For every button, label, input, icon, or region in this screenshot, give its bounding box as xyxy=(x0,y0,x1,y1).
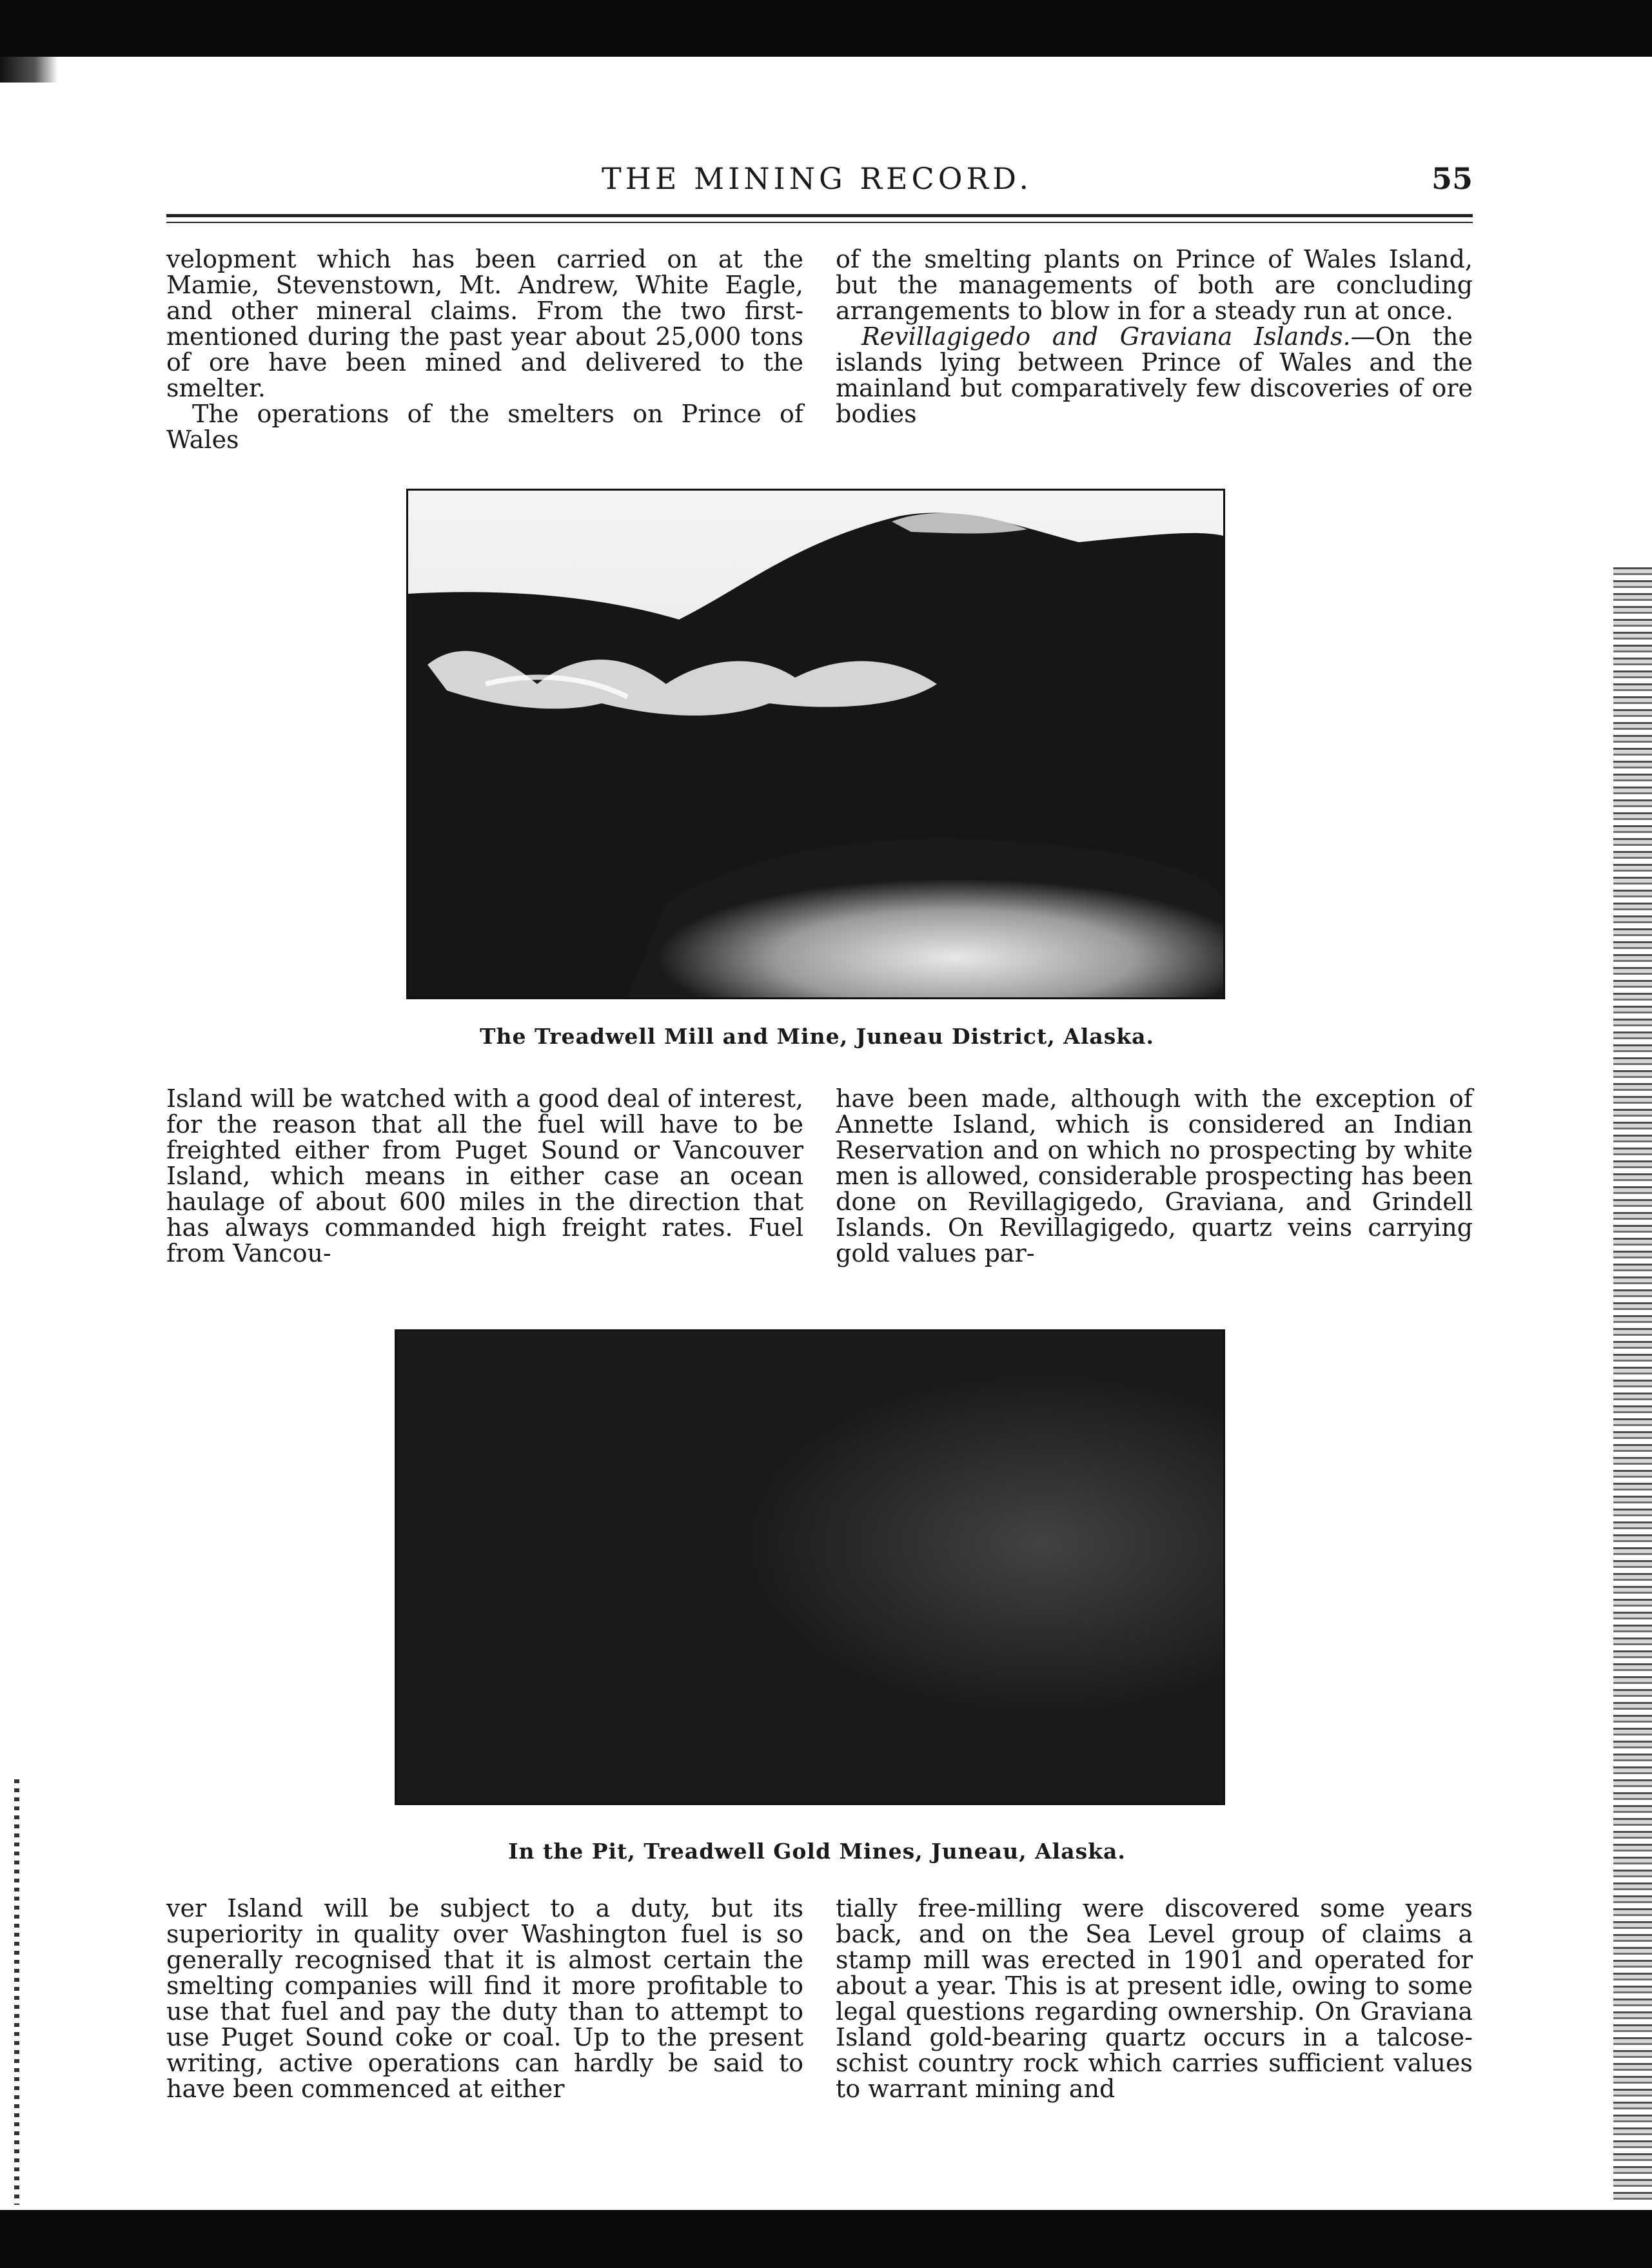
block2-right-paragraph: have been made, although with the exception of Annette Island, which is considered an Indian Reservation and on which no prospecting by white men is allowed, considerable prospecting has been done on Revillagigedo, Graviana, and Grindell Islands. On Revillagigedo, quartz veins carrying gold values par- xyxy=(836,1084,1473,1267)
header-rule-bottom xyxy=(166,222,1473,223)
journal-title: THE MINING RECORD. xyxy=(602,161,1032,196)
block1-left-paragraph-1: velopment which has been carried on at the Mamie, Stevenstown, Mt. Andrew, White Eagle, and other mineral claims. From the two first-mentioned during the past year about 25,000 tons of ore have been mined and delivered to the smelter. xyxy=(166,245,803,402)
section-heading-revillagigedo: Revillagigedo and Graviana Islands. xyxy=(861,322,1351,351)
right-scan-edge xyxy=(1613,567,1652,2205)
block2-left-column xyxy=(166,1086,803,1266)
header-rule-top xyxy=(166,214,1473,217)
left-scan-mark xyxy=(14,1779,19,2205)
block3-left-paragraph: ver Island will be subject to a duty, but its superiority in quality over Washington fuel is so generally recognised that it is almost certain the smelting companies will find it more profitable to use that fuel and pay the duty than to attempt to use Puget Sound coke or coal. Up to the present writing, active operations can hardly be said to have been commenced at either xyxy=(166,1894,803,2103)
section-text: —On the islands lying between Prince of Wales and the mainland but comparatively few discoveries of ore bodies xyxy=(836,322,1473,428)
block1-left-column xyxy=(166,246,803,453)
block1-right-paragraph-1: of the smelting plants on Prince of Wales Island, but the managements of both are concluding arrangements to blow in for a steady run at once. xyxy=(836,245,1473,325)
figure1-caption: The Treadwell Mill and Mine, Juneau District, Alaska. xyxy=(479,1024,1155,1049)
figure2-caption: In the Pit, Treadwell Gold Mines, Juneau, Alaska. xyxy=(508,1839,1126,1864)
block1-right-paragraph-2 xyxy=(836,324,1473,427)
block3-right-paragraph: tially free-milling were discovered some years back, and on the Sea Level group of claims a stamp mill was erected in 1901 and operated for about a year. This is at present idle, owing to some legal questions regarding ownership. On Graviana Island gold-bearing quartz occurs in a talcose-schist country rock which carries sufficient values to warrant mining and xyxy=(836,1894,1473,2103)
top-scan-border xyxy=(0,0,1652,57)
pit-photo-illustration xyxy=(397,1331,1223,1803)
running-head xyxy=(161,150,1473,201)
block2-right-column xyxy=(836,1086,1473,1266)
block3-right-column xyxy=(836,1895,1473,2102)
block1-left-paragraph-2: The operations of the smelters on Prince of Wales xyxy=(166,400,803,454)
photo-treadwell-mill xyxy=(406,489,1225,999)
scan-corner-artifact xyxy=(0,57,58,83)
block2-left-paragraph: Island will be watched with a good deal of interest, for the reason that all the fuel will have to be freighted either from Puget Sound or Vancouver Island, which means in either case an ocean haulage of about 600 miles in the direction that has always commanded high freight rates. Fuel from Vancou- xyxy=(166,1084,803,1267)
bottom-scan-border xyxy=(0,2210,1652,2268)
photo-treadwell-pit xyxy=(395,1329,1225,1805)
block3-left-column xyxy=(166,1895,803,2102)
mountain-photo-illustration xyxy=(408,491,1223,997)
page-number: 55 xyxy=(1431,161,1473,196)
block1-right-column xyxy=(836,246,1473,427)
